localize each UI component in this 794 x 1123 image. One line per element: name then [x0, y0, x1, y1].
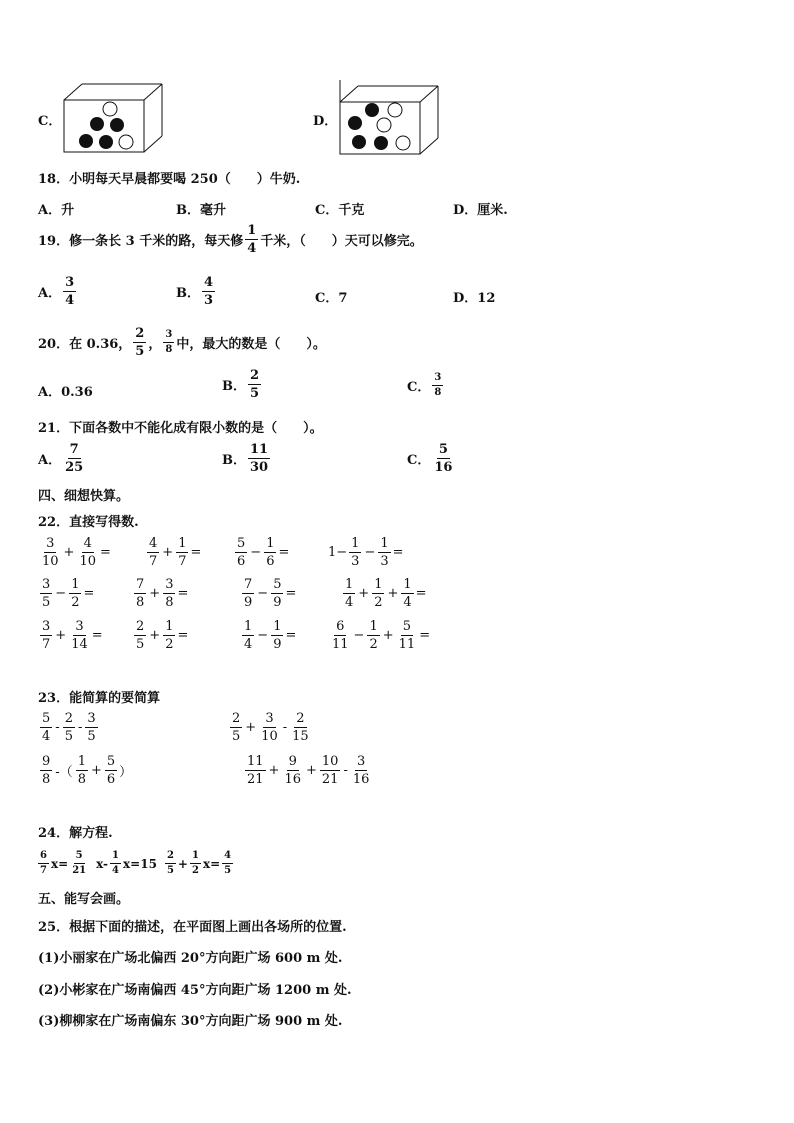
q21-option-a: A． $\frac{7}{25}$: [38, 442, 84, 475]
q22-r1-e4: 1− $\frac{1}{3}$ − $\frac{1}{3}$ =: [328, 536, 404, 569]
q19-option-d: D．12: [453, 291, 496, 306]
q20-option-a: A．0.36: [38, 385, 93, 400]
q22-r1-e2: $\frac{4}{7}$ + $\frac{1}{7}$ =: [149, 536, 202, 569]
q19-stem-before: 19．修一条长 3 千米的路，每天修: [38, 234, 244, 249]
q19-option-c: C．7: [315, 291, 348, 306]
q22-title: 22．直接写得数.: [38, 515, 139, 530]
box-d-figure: [337, 80, 441, 156]
q18-option-b: B．毫升: [176, 203, 226, 218]
q20-stem: 20．在 0.36， $\frac{2}{5}$ ， $\frac{3}{8}$ 中，最大的数是（ ）。: [38, 326, 326, 359]
q19-option-a: A． $\frac{3}{4}$: [38, 275, 75, 308]
q24-title: 24．解方程.: [38, 826, 113, 841]
q23-e2: $\frac{2}{5}$ + $\frac{3}{10}$ - $\frac{2}{15}$: [232, 711, 309, 744]
q23-title: 23．能简算的要简算: [38, 691, 161, 706]
q25-stem: 25．根据下面的描述，在平面图上画出各场所的位置.: [38, 920, 347, 935]
q25-item-3: (3)柳柳家在广场南偏东 30°方向距广场 900 m 处.: [38, 1014, 343, 1029]
q22-r2-e4: $\frac{1}{4}$ + $\frac{1}{2}$ + $\frac{1}{4}$ =: [345, 577, 427, 610]
q20-option-b: B． $\frac{2}{5}$: [222, 368, 260, 401]
q22-r2-e1: $\frac{3}{5}$ − $\frac{1}{2}$ =: [42, 577, 95, 610]
q22-r3-e3: $\frac{1}{4}$ − $\frac{1}{9}$ =: [244, 619, 297, 652]
option-d-label: D．: [313, 114, 338, 129]
q18-option-c: C．千克: [315, 203, 365, 218]
box-c-figure: [62, 82, 164, 154]
q21-option-c: C． $\frac{5}{16}$: [407, 442, 453, 475]
q19-fraction: $\frac{1}{4}$: [247, 223, 257, 256]
q19-stem-after: 千米，（ ）天可以修完。: [260, 234, 423, 249]
q20-option-c: C． $\frac{3}{8}$: [407, 372, 442, 398]
q22-r1-e1: $\frac{3}{10}$ + $\frac{4}{10}$ =: [42, 536, 111, 569]
q24-equations: $\frac{6}{7}$ x= $\frac{5}{21}$ x- $\frac{1}{4}$ x=15 $\frac{2}{5}$ + $\frac{1}{2}$ x= $\frac{4}{5}$: [40, 850, 232, 876]
section-5-title: 五、能写会画。: [38, 892, 130, 907]
q19-option-b: B． $\frac{4}{3}$: [176, 275, 214, 308]
option-c-label: C．: [38, 114, 62, 129]
section-4-title: 四、细想快算。: [38, 489, 130, 504]
q22-r3-e4: $\frac{6}{11}$ − $\frac{1}{2}$ + $\frac{5}{11}$ =: [332, 619, 431, 652]
q18-option-d: D．厘米.: [453, 203, 508, 218]
q18-option-a: A．升: [38, 203, 75, 218]
q19-stem: [38, 224, 423, 255]
q23-e3: $\frac{9}{8}$ -（ $\frac{1}{8}$ + $\frac{5}{6}$ ）: [42, 754, 133, 787]
q22-r2-e3: $\frac{7}{9}$ − $\frac{5}{9}$ =: [244, 577, 297, 610]
q21-stem: 21．下面各数中不能化成有限小数的是（ ）。: [38, 421, 323, 436]
q22-r3-e2: $\frac{2}{5}$ + $\frac{1}{2}$ =: [136, 619, 189, 652]
q25-item-1: (1)小丽家在广场北偏西 20°方向距广场 600 m 处.: [38, 951, 343, 966]
q23-e4: $\frac{11}{21}$ + $\frac{9}{16}$ + $\frac{10}{21}$ - $\frac{3}{16}$: [247, 754, 370, 787]
q22-r1-e3: $\frac{5}{6}$ − $\frac{1}{6}$ =: [237, 536, 290, 569]
q22-r2-e2: $\frac{7}{8}$ + $\frac{3}{8}$ =: [136, 577, 189, 610]
q25-item-2: (2)小彬家在广场南偏西 45°方向距广场 1200 m 处.: [38, 983, 352, 998]
q23-e1: $\frac{5}{4}$ - $\frac{2}{5}$ - $\frac{3}{5}$: [42, 711, 96, 744]
q18-stem: 18．小明每天早晨都要喝 250（ ）牛奶.: [38, 172, 301, 187]
q21-option-b: B． $\frac{11}{30}$: [222, 442, 269, 475]
q22-r3-e1: $\frac{3}{7}$ + $\frac{3}{14}$ =: [42, 619, 103, 652]
